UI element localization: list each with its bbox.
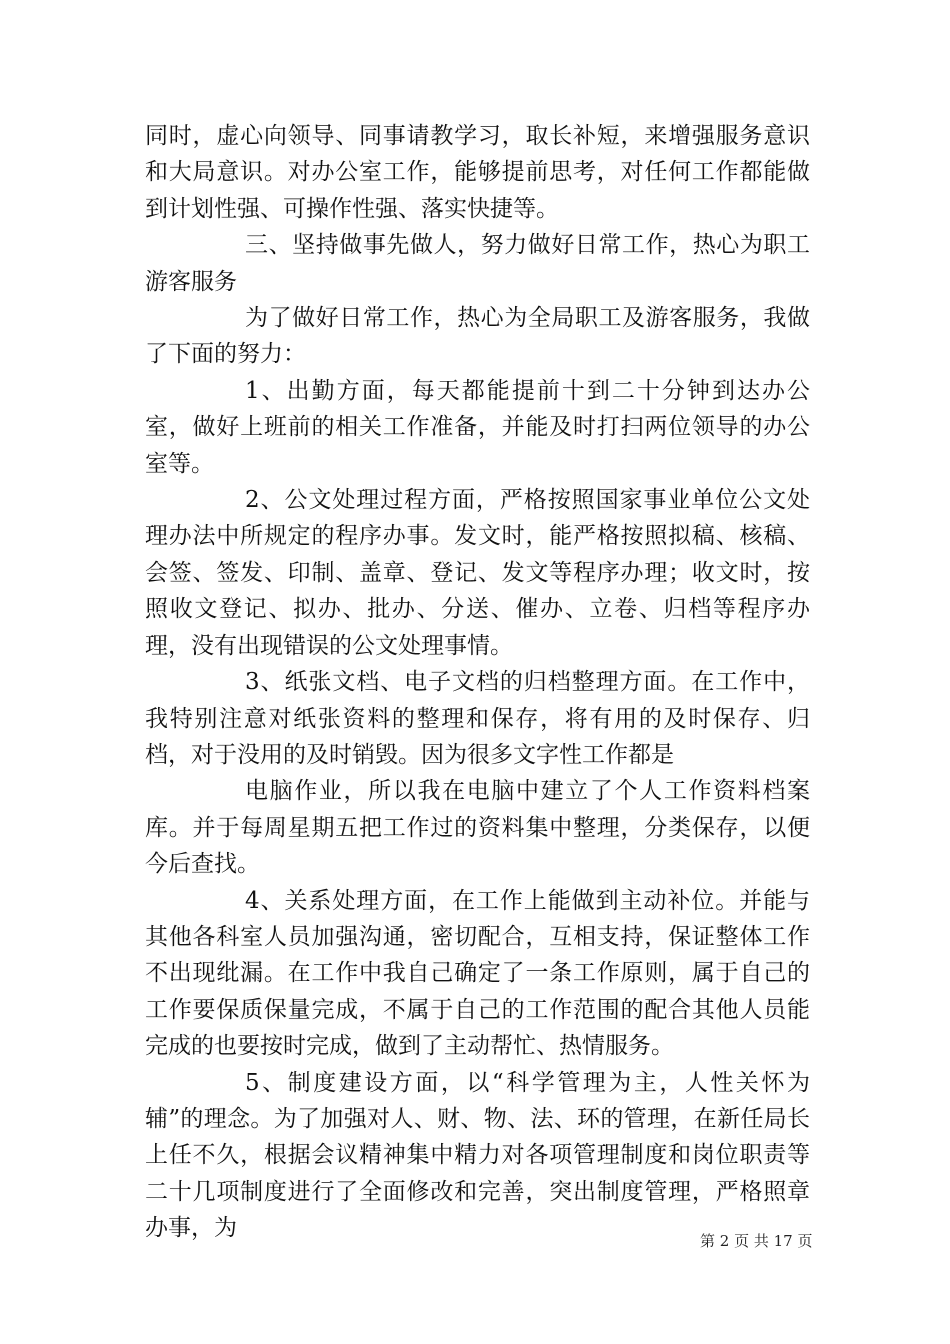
list-item: 3、纸张文档、电子文档的归档整理方面。在工作中，我特别注意对纸张资料的整理和保存，将有用的及时保存、归档，对于没用的及时销毁。因为很多文字性工作都是 [145,669,810,768]
list-item: 4、关系处理方面，在工作上能做到主动补位。并能与其他各科室人员加强沟通，密切配合，互相支持，保证整体工作不出现纰漏。在工作中我自己确定了一条工作原则，属于自己的工作要保质保量完成，不属于自己的工作范围的配合其他人员能完成的也要按时完成，做到了主动帮忙、热情服务。 [145,887,810,1060]
page-number: 第 2 页 共 17 页 [700,1232,813,1250]
paragraph: 电脑作业，所以我在电脑中建立了个人工作资料档案库。并于每周星期五把工作过的资料集中整理，分类保存，以便今后查找。 [145,778,810,878]
document-body [145,118,810,1247]
list-item: 1、出勤方面，每天都能提前十到二十分钟到达办公室，做好上班前的相关工作准备，并能及时打扫两位领导的办公室等。 [145,377,810,477]
list-item: 2、公文处理过程方面，严格按照国家事业单位公文处理办法中所规定的程序办事。发文时，能严格按照拟稿、核稿、会签、签发、印制、盖章、登记、发文等程序办理；收文时，按照收文登记、拟办、批办、分送、催办、立卷、归档等程序办理，没有出现错误的公文处理事情。 [145,487,810,659]
paragraph: 同时，虚心向领导、同事请教学习，取长补短，来增强服务意识和大局意识。对办公室工作，能够提前思考，对任何工作都能做到计划性强、可操作性强、落实快捷等。 [145,123,810,222]
list-item: 5、制度建设方面，以“科学管理为主，人性关怀为辅”的理念。为了加强对人、财、物、法、环的管理，在新任局长上任不久，根据会议精神集中精力对各项管理制度和岗位职责等二十几项制度进行了全面修改和完善，突出制度管理，严格照章办事，为 [145,1069,810,1242]
section-heading: 三、坚持做事先做人，努力做好日常工作，热心为职工游客服务 [145,232,810,295]
paragraph: 为了做好日常工作，热心为全局职工及游客服务，我做了下面的努力： [145,305,810,368]
